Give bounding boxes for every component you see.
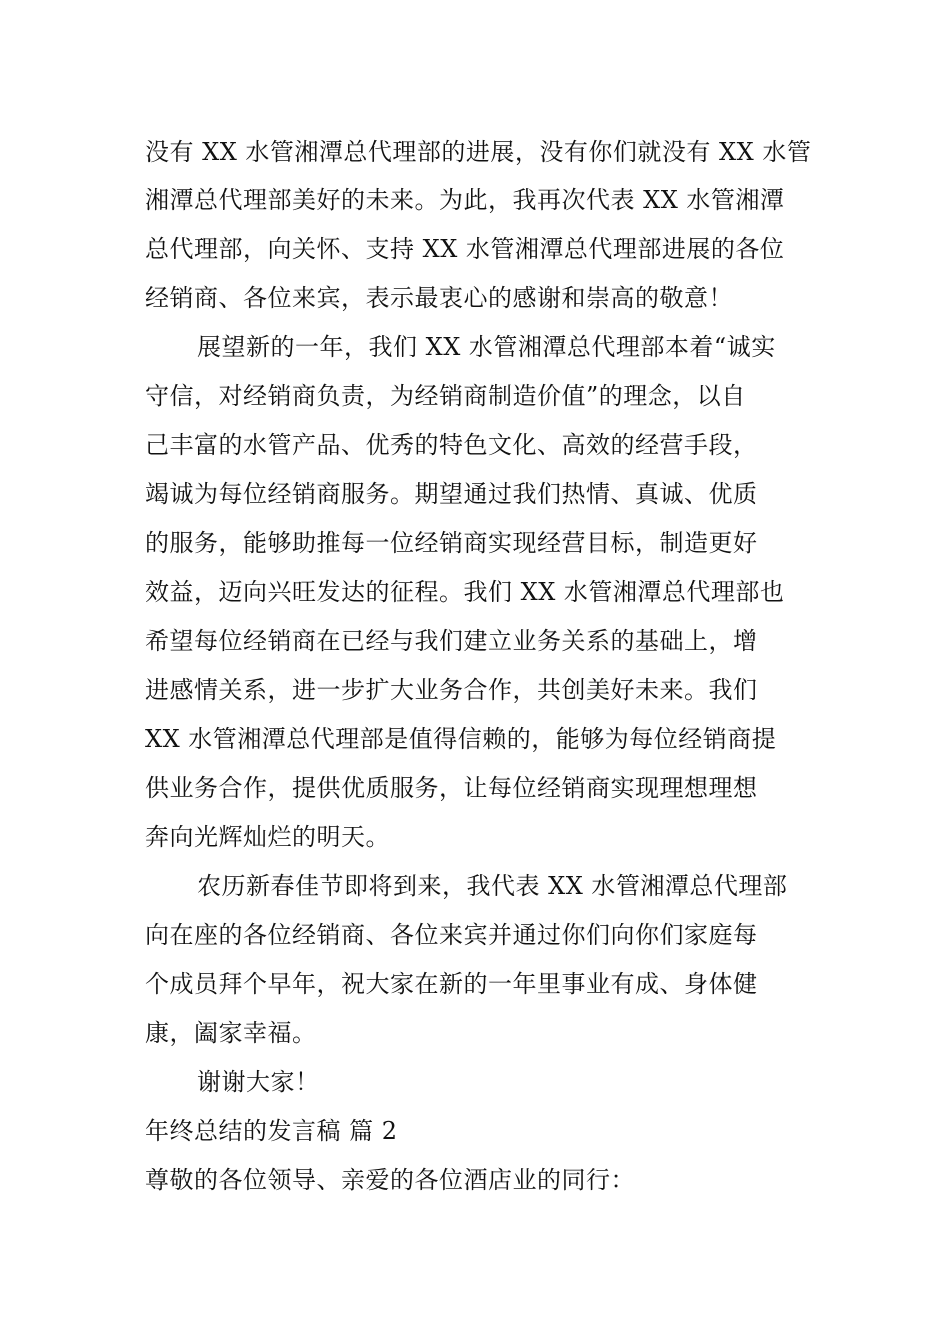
paragraph-3-line-3: 个成员拜个早年，祝大家在新的一年里事业有成、身体健 — [145, 970, 758, 998]
paragraph-2-line-7: 希望每位经销商在已经与我们建立业务关系的基础上，增 — [145, 627, 758, 655]
paragraph-1-line-1: 没有 XX 水管湘潭总代理部的进展，没有你们就没有 XX 水管 — [145, 138, 812, 166]
paragraph-2-line-1: 展望新的一年，我们 XX 水管湘潭总代理部本着“诚实 — [197, 333, 776, 361]
paragraph-1-line-4: 经销商、各位来宾，表示最衷心的感谢和崇高的敬意！ — [145, 284, 733, 312]
paragraph-2-line-9: XX 水管湘潭总代理部是值得信赖的，能够为每位经销商提 — [145, 725, 777, 753]
paragraph-3-line-1: 农历新春佳节即将到来，我代表 XX 水管湘潭总代理部 — [197, 872, 788, 900]
paragraph-2-line-2: 守信，对经销商负责，为经销商制造价值”的理念，以自 — [145, 382, 746, 410]
paragraph-3-line-2: 向在座的各位经销商、各位来宾并通过你们向你们家庭每 — [145, 921, 758, 949]
paragraph-2-line-10: 供业务合作，提供优质服务，让每位经销商实现理想理想 — [145, 774, 758, 802]
paragraph-1-line-3: 总代理部，向关怀、支持 XX 水管湘潭总代理部进展的各位 — [145, 235, 785, 263]
paragraph-2-line-8: 进感情关系，进一步扩大业务合作，共创美好未来。我们 — [145, 676, 758, 704]
paragraph-3-line-4: 康，阖家幸福。 — [145, 1019, 317, 1047]
section-heading: 年终总结的发言稿 篇 2 — [145, 1117, 398, 1145]
closing-line: 谢谢大家！ — [197, 1068, 320, 1096]
paragraph-1-line-2: 湘潭总代理部美好的未来。为此，我再次代表 XX 水管湘潭 — [145, 186, 785, 214]
paragraph-2-line-11: 奔向光辉灿烂的明天。 — [145, 823, 390, 851]
salutation-line: 尊敬的各位领导、亲爱的各位酒店业的同行： — [145, 1166, 635, 1194]
paragraph-2-line-6: 效益，迈向兴旺发达的征程。我们 XX 水管湘潭总代理部也 — [145, 578, 785, 606]
paragraph-2-line-4: 竭诚为每位经销商服务。期望通过我们热情、真诚、优质 — [145, 480, 758, 508]
paragraph-2-line-3: 己丰富的水管产品、优秀的特色文化、高效的经营手段， — [145, 431, 758, 459]
paragraph-2-line-5: 的服务，能够助推每一位经销商实现经营目标，制造更好 — [145, 529, 758, 557]
